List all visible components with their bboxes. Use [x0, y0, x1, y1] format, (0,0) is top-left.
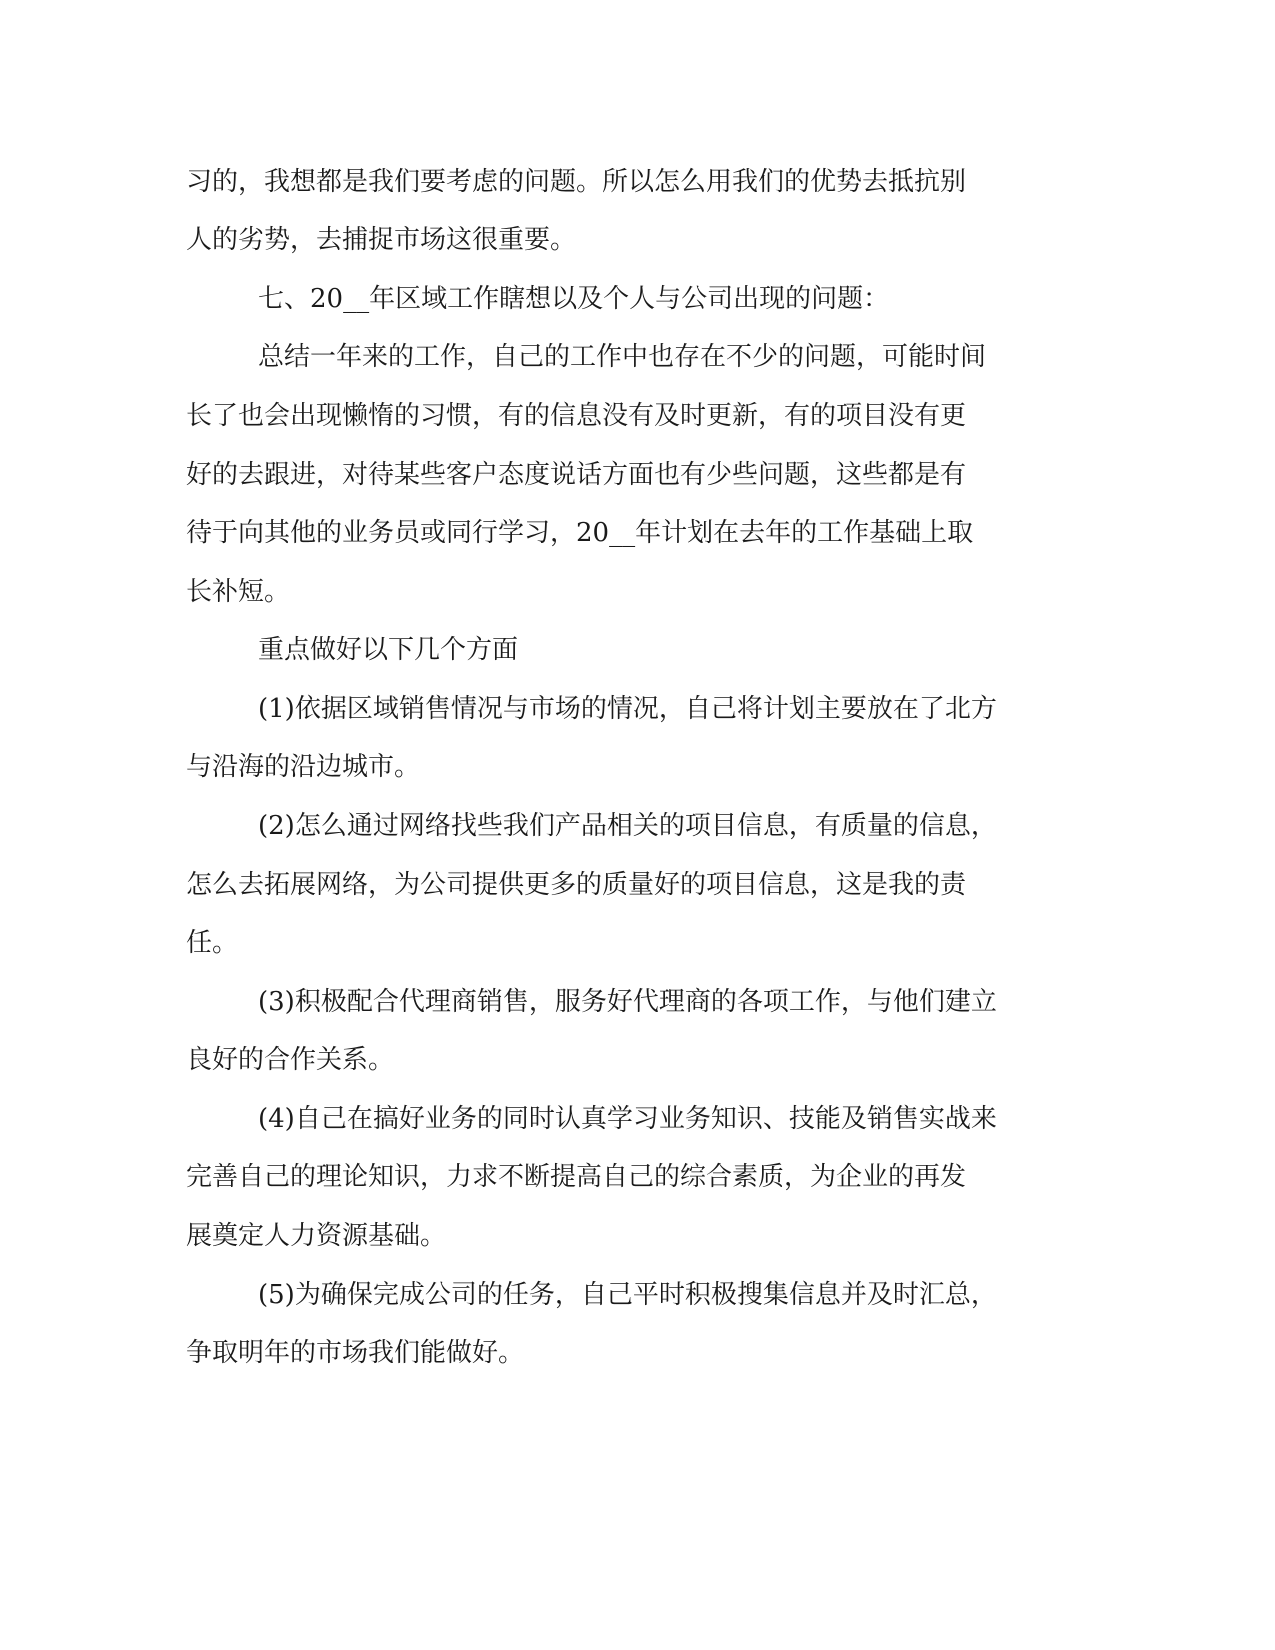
text-line	[0, 455, 1275, 495]
text-line-content: 重点做好以下几个方面	[258, 635, 519, 665]
paragraph-start	[0, 630, 1275, 670]
section-heading	[0, 279, 1275, 319]
text-line	[0, 1157, 1275, 1197]
list-item-start	[0, 982, 1275, 1022]
text-line	[0, 1040, 1275, 1080]
text-line	[0, 747, 1275, 787]
text-line	[0, 1216, 1275, 1256]
text-line	[0, 1333, 1275, 1373]
text-line-content: (3)积极配合代理商销售，服务好代理商的各项工作，与他们建立	[258, 987, 997, 1017]
text-line-content: 争取明年的市场我们能做好。	[186, 1338, 525, 1368]
paragraph-start	[0, 337, 1275, 377]
text-line	[0, 572, 1275, 612]
text-line-content: 七、20__年区域工作瞎想以及个人与公司出现的问题：	[258, 284, 890, 314]
text-line-content: 怎么去拓展网络，为公司提供更多的质量好的项目信息，这是我的责	[186, 870, 967, 900]
text-line-content: (2)怎么通过网络找些我们产品相关的项目信息，有质量的信息，	[258, 811, 997, 841]
text-line-content: 待于向其他的业务员或同行学习，20__年计划在去年的工作基础上取	[186, 518, 974, 548]
text-line	[0, 220, 1275, 260]
text-line-content: 好的去跟进，对待某些客户态度说话方面也有少些问题，这些都是有	[186, 460, 967, 490]
list-item-start	[0, 689, 1275, 729]
text-line	[0, 923, 1275, 963]
text-line-content: (5)为确保完成公司的任务，自己平时积极搜集信息并及时汇总，	[258, 1280, 997, 1310]
list-item-start	[0, 806, 1275, 846]
list-item-start	[0, 1099, 1275, 1139]
text-line	[0, 162, 1275, 202]
list-item-start	[0, 1275, 1275, 1315]
text-line-content: (4)自己在搞好业务的同时认真学习业务知识、技能及销售实战来	[258, 1104, 997, 1134]
text-line	[0, 513, 1275, 553]
text-line-content: 任。	[186, 928, 239, 958]
text-line-content: 习的，我想都是我们要考虑的问题。所以怎么用我们的优势去抵抗别	[186, 167, 967, 197]
text-line-content: 长了也会出现懒惰的习惯，有的信息没有及时更新，有的项目没有更	[186, 401, 967, 431]
text-line-content: 人的劣势，去捕捉市场这很重要。	[186, 225, 577, 255]
text-line-content: (1)依据区域销售情况与市场的情况，自己将计划主要放在了北方	[258, 694, 997, 724]
text-line-content: 长补短。	[186, 577, 291, 607]
text-line	[0, 396, 1275, 436]
text-line	[0, 865, 1275, 905]
text-line-content: 展奠定人力资源基础。	[186, 1221, 447, 1251]
text-line-content: 总结一年来的工作，自己的工作中也存在不少的问题，可能时间	[258, 342, 987, 372]
text-line-content: 完善自己的理论知识，力求不断提高自己的综合素质，为企业的再发	[186, 1162, 967, 1192]
text-line-content: 与沿海的沿边城市。	[186, 752, 421, 782]
text-line-content: 良好的合作关系。	[186, 1045, 395, 1075]
